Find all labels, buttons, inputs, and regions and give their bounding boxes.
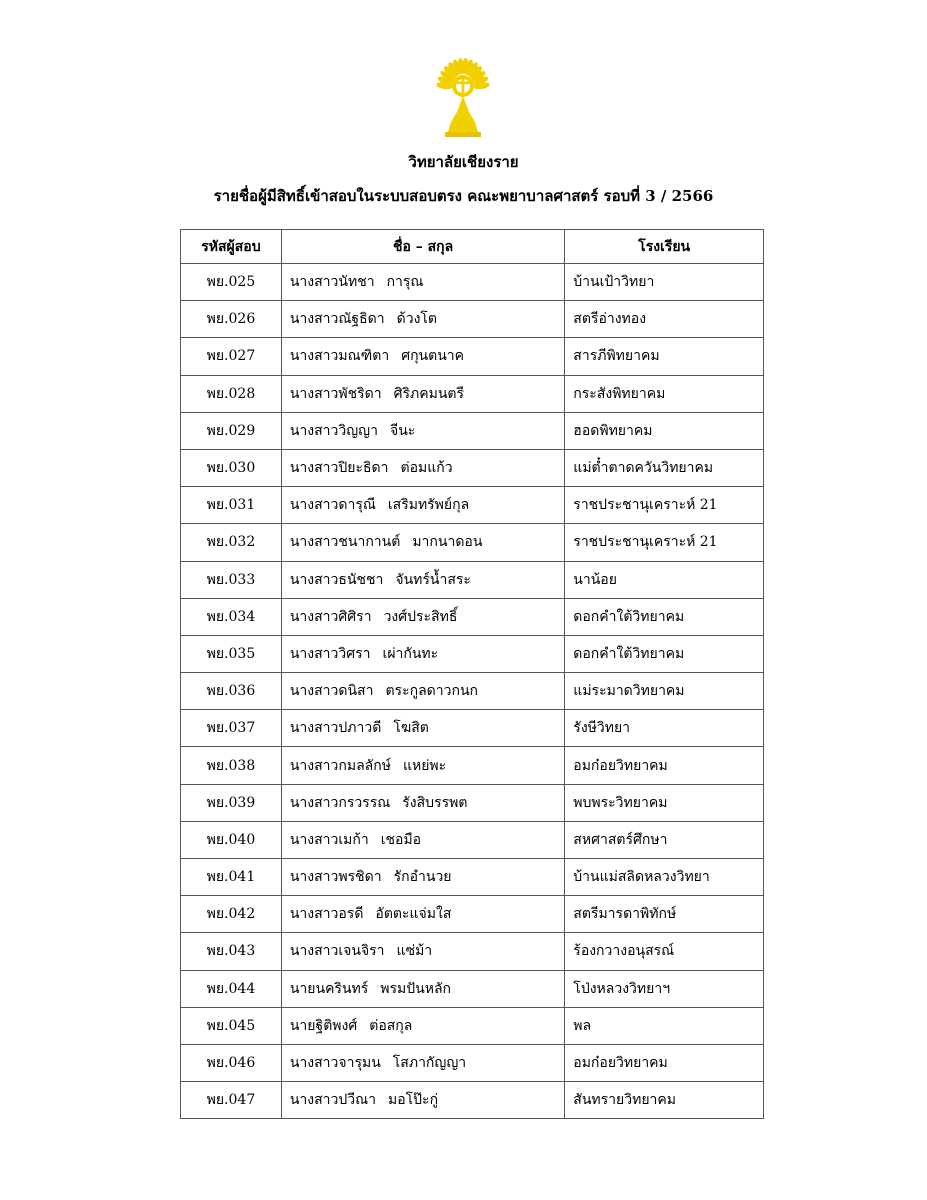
candidate-school: พล: [565, 1007, 764, 1044]
candidate-first-name: นางสาวปิยะธิดา: [289, 460, 389, 477]
column-header-name: ชื่อ – สกุล: [281, 230, 564, 264]
table-row: [181, 673, 764, 710]
table-header-row: [181, 230, 764, 264]
candidate-last-name: เชอมือ: [380, 831, 422, 848]
candidate-first-name: นางสาวกมลลักษ์: [289, 757, 391, 774]
candidate-name: [281, 970, 564, 1007]
candidate-last-name: วงศ์ประสิทธิ์: [383, 608, 458, 625]
candidate-school: ร้องกวางอนุสรณ์: [565, 933, 764, 970]
candidate-name: [281, 338, 564, 375]
candidate-first-name: นางสาวดนิสา: [289, 683, 374, 700]
candidate-school: นาน้อย: [565, 561, 764, 598]
candidate-school: รังษีวิทยา: [565, 710, 764, 747]
announcement-title: รายชื่อผู้มีสิทธิ์เข้าสอบในระบบสอบตรง คณะพยาบาลศาสตร์ รอบที่ 3 / 2566: [213, 187, 714, 205]
column-header-school: โรงเรียน: [565, 230, 764, 264]
candidate-code: พย.027: [181, 338, 282, 375]
candidate-last-name: เผ่ากันทะ: [382, 645, 439, 662]
table-row: [181, 859, 764, 896]
candidate-name: [281, 747, 564, 784]
candidate-school: สตรีมารดาพิทักษ์: [565, 896, 764, 933]
candidate-name: [281, 301, 564, 338]
candidate-code: พย.030: [181, 449, 282, 486]
candidate-name: [281, 673, 564, 710]
candidate-last-name: รังสิบรรพต: [402, 794, 468, 811]
table-row: [181, 1082, 764, 1119]
candidate-code: พย.041: [181, 859, 282, 896]
table-row: [181, 970, 764, 1007]
candidate-name: [281, 933, 564, 970]
candidate-code: พย.031: [181, 487, 282, 524]
table-row: [181, 264, 764, 301]
candidate-code: พย.044: [181, 970, 282, 1007]
table-row: [181, 524, 764, 561]
candidate-name: [281, 1044, 564, 1081]
candidate-first-name: นางสาวปภาวดี: [289, 720, 382, 737]
candidate-last-name: โฆสิต: [393, 720, 429, 737]
candidate-first-name: นางสาวอรดี: [289, 906, 364, 923]
candidate-last-name: ศกุนตนาค: [401, 348, 465, 365]
candidate-code: พย.040: [181, 821, 282, 858]
candidate-first-name: นางสาวปวีณา: [289, 1092, 376, 1109]
candidate-last-name: ด้วงโต: [396, 311, 438, 328]
candidate-first-name: นางสาวนัทชา: [289, 274, 375, 291]
candidate-code: พย.026: [181, 301, 282, 338]
candidate-first-name: นางสาววิญญา: [289, 422, 378, 439]
candidate-code: พย.025: [181, 264, 282, 301]
candidate-name: [281, 1007, 564, 1044]
candidate-name: [281, 821, 564, 858]
candidate-first-name: นางสาวดารุณี: [289, 497, 376, 514]
candidate-name: [281, 561, 564, 598]
candidate-code: พย.038: [181, 747, 282, 784]
table-row: [181, 338, 764, 375]
candidate-school: สารภีพิทยาคม: [565, 338, 764, 375]
candidate-school: บ้านเป้าวิทยา: [565, 264, 764, 301]
candidate-code: พย.035: [181, 635, 282, 672]
table-row: [181, 487, 764, 524]
table-row: [181, 635, 764, 672]
candidate-last-name: มากนาดอน: [412, 534, 483, 551]
candidate-name: [281, 1082, 564, 1119]
candidate-first-name: นางสาวพรชิดา: [289, 869, 382, 886]
candidate-last-name: ตระกูลดาวกนก: [385, 683, 478, 700]
candidate-school: แม่ระมาดวิทยาคม: [565, 673, 764, 710]
candidate-first-name: นางสาวชนากานต์: [289, 534, 401, 551]
candidate-last-name: อัตตะแจ่มใส: [375, 906, 452, 923]
table-row: [181, 449, 764, 486]
candidate-school: พบพระวิทยาคม: [565, 784, 764, 821]
candidate-last-name: จีนะ: [389, 422, 416, 439]
candidate-school: ฮอดพิทยาคม: [565, 412, 764, 449]
candidate-code: พย.039: [181, 784, 282, 821]
candidate-first-name: นางสาวณัฐธิดา: [289, 311, 385, 328]
table-row: [181, 598, 764, 635]
candidate-first-name: นางสาวศิศิรา: [289, 608, 372, 625]
candidate-name: [281, 784, 564, 821]
candidate-code: พย.036: [181, 673, 282, 710]
candidate-first-name: นางสาวพัชริดา: [289, 385, 382, 402]
candidate-first-name: นายฐิติพงศ์: [289, 1017, 358, 1034]
institution-title: วิทยาลัยเชียงราย: [408, 153, 519, 171]
candidate-name: [281, 412, 564, 449]
candidate-school: อมก๋อยวิทยาคม: [565, 1044, 764, 1081]
candidate-last-name: เสริมทรัพย์กุล: [387, 497, 470, 514]
candidate-school: สหศาสตร์ศึกษา: [565, 821, 764, 858]
table-row: [181, 1007, 764, 1044]
candidate-last-name: ต่อสกุล: [369, 1017, 413, 1034]
candidate-code: พย.029: [181, 412, 282, 449]
table-row: [181, 933, 764, 970]
table-row: [181, 747, 764, 784]
candidate-first-name: นางสาวมณฑิตา: [289, 348, 390, 365]
candidate-school: อมก๋อยวิทยาคม: [565, 747, 764, 784]
candidate-first-name: นางสาวจารุมน: [289, 1055, 381, 1072]
candidate-last-name: โสภากัญญา: [392, 1055, 467, 1072]
candidate-code: พย.042: [181, 896, 282, 933]
candidate-name: [281, 375, 564, 412]
column-header-code: รหัสผู้สอบ: [181, 230, 282, 264]
table-row: [181, 784, 764, 821]
candidate-last-name: จันทร์น้ำสระ: [395, 571, 471, 588]
candidate-school: ราชประชานุเคราะห์ 21: [565, 487, 764, 524]
table-row: [181, 821, 764, 858]
candidate-school: ราชประชานุเคราะห์ 21: [565, 524, 764, 561]
candidate-last-name: แหย่พะ: [402, 757, 447, 774]
candidate-code: พย.028: [181, 375, 282, 412]
candidate-code: พย.032: [181, 524, 282, 561]
table-row: [181, 375, 764, 412]
table-row: [181, 1044, 764, 1081]
candidate-name: [281, 896, 564, 933]
candidate-name: [281, 710, 564, 747]
candidate-last-name: ต่อมแก้ว: [400, 460, 453, 477]
candidate-name: [281, 859, 564, 896]
candidate-last-name: มอโป๊ะกู่: [388, 1092, 439, 1109]
candidate-name: [281, 487, 564, 524]
candidate-last-name: การุณ: [386, 274, 424, 291]
candidate-school: สตรีอ่างทอง: [565, 301, 764, 338]
table-row: [181, 561, 764, 598]
candidate-code: พย.037: [181, 710, 282, 747]
candidate-first-name: นางสาววิศรา: [289, 645, 371, 662]
candidate-last-name: ศิริภคมนตรี: [393, 385, 465, 402]
college-logo: [433, 56, 493, 138]
candidate-school: กระสังพิทยาคม: [565, 375, 764, 412]
candidate-school: แม่ต๋ำตาดควันวิทยาคม: [565, 449, 764, 486]
candidate-school: โป่งหลวงวิทยาฯ: [565, 970, 764, 1007]
candidate-first-name: นางสาวเจนจิรา: [289, 943, 385, 960]
candidate-school: ดอกคำใต้วิทยาคม: [565, 598, 764, 635]
candidate-code: พย.047: [181, 1082, 282, 1119]
candidate-first-name: นางสาวเมก้า: [289, 831, 369, 848]
candidate-school: สันทรายวิทยาคม: [565, 1082, 764, 1119]
candidate-last-name: พรมปันหลัก: [380, 980, 451, 997]
candidate-code: พย.033: [181, 561, 282, 598]
candidate-name: [281, 449, 564, 486]
table-row: [181, 896, 764, 933]
candidate-name: [281, 264, 564, 301]
candidate-school: บ้านแม่สลิดหลวงวิทยา: [565, 859, 764, 896]
candidate-name: [281, 598, 564, 635]
candidate-name: [281, 524, 564, 561]
candidate-code: พย.034: [181, 598, 282, 635]
candidate-name: [281, 635, 564, 672]
candidate-code: พย.043: [181, 933, 282, 970]
candidate-school: ดอกคำใต้วิทยาคม: [565, 635, 764, 672]
candidate-code: พย.046: [181, 1044, 282, 1081]
candidate-last-name: รักอำนวย: [393, 869, 452, 886]
candidate-first-name: นางสาวกรวรรณ: [289, 794, 391, 811]
candidate-first-name: นายนครินทร์: [289, 980, 369, 997]
candidate-first-name: นางสาวธนัชชา: [289, 571, 384, 588]
table-row: [181, 301, 764, 338]
table-row: [181, 412, 764, 449]
candidate-last-name: แซ่ม้า: [396, 943, 433, 960]
candidate-table: [180, 229, 764, 1119]
candidate-code: พย.045: [181, 1007, 282, 1044]
table-row: [181, 710, 764, 747]
